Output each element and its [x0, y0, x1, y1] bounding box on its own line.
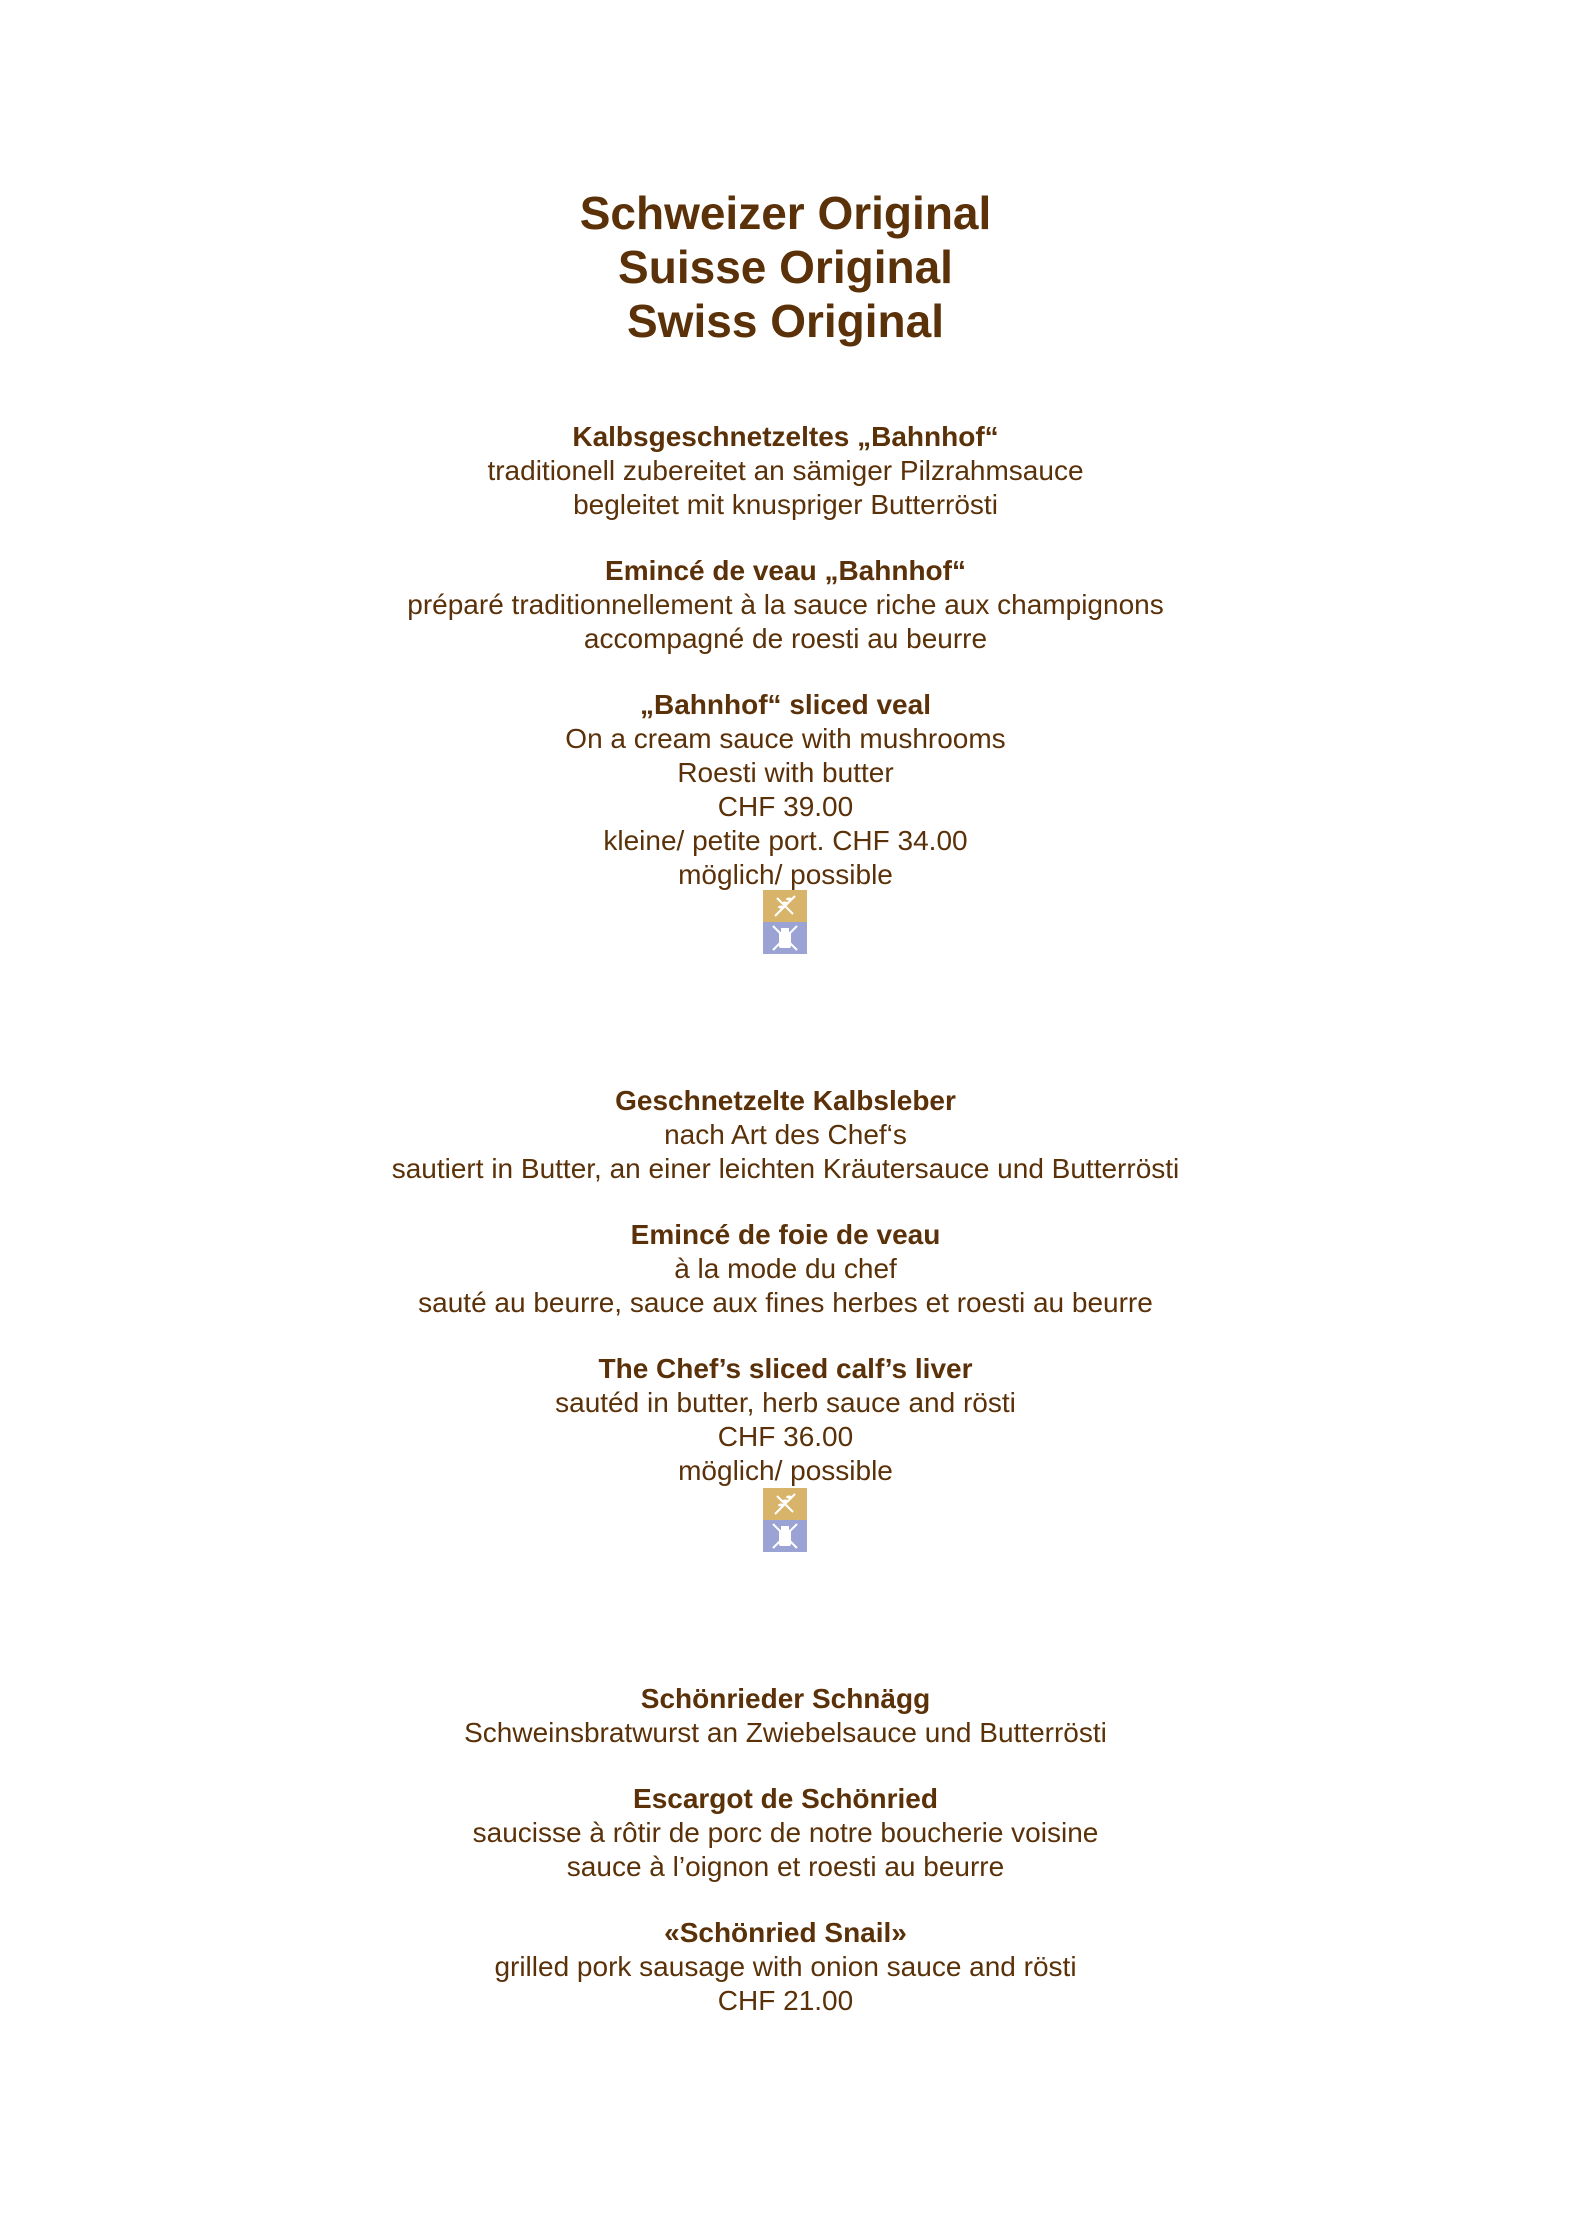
dish-description: sautéd in butter, herb sauce and rösti	[555, 1387, 1016, 1418]
dish-description: sauté au beurre, sauce aux fines herbes et roesti au beurre	[418, 1287, 1153, 1318]
lactose-free-icon	[763, 1520, 807, 1552]
dish-english	[0, 1916, 1571, 2018]
allergen-possible-note: möglich/ possible	[678, 859, 893, 890]
allergen-possible-note: möglich/ possible	[678, 1455, 893, 1486]
dish-description: traditionell zubereitet an sämiger Pilzrahmsauce	[487, 455, 1084, 486]
dish-description: saucisse à rôtir de porc de notre boucherie voisine	[472, 1817, 1099, 1848]
dish-german	[0, 420, 1571, 522]
dish-name: Emincé de veau „Bahnhof“	[605, 555, 966, 586]
title-english: Swiss Original	[627, 295, 944, 347]
wheat-free-icon	[763, 890, 807, 922]
dish-name: Schönrieder Schnägg	[640, 1683, 931, 1714]
title-german: Schweizer Original	[579, 187, 992, 239]
page-title	[0, 186, 1571, 348]
dish-french	[0, 554, 1571, 656]
dish-description: sauce à l’oignon et roesti au beurre	[566, 1851, 1005, 1882]
dish-german	[0, 1084, 1571, 1186]
allergen-badge	[763, 890, 807, 954]
allergen-badge	[763, 1488, 807, 1552]
dish-description: Roesti with butter	[677, 757, 894, 788]
small-portion-price: kleine/ petite port. CHF 34.00	[603, 825, 968, 856]
dish-name: Escargot de Schönried	[633, 1783, 938, 1814]
title-french: Suisse Original	[618, 241, 953, 293]
dish-name: „Bahnhof“ sliced veal	[640, 689, 931, 720]
dish-english	[0, 1352, 1571, 1488]
dish-name: Emincé de foie de veau	[630, 1219, 941, 1250]
dish-price: CHF 36.00	[717, 1421, 854, 1452]
dish-description: accompagné de roesti au beurre	[583, 623, 988, 654]
dish-german	[0, 1682, 1571, 1750]
dish-english	[0, 688, 1571, 892]
dish-description: nach Art des Chef‘s	[664, 1119, 907, 1150]
lactose-free-icon	[763, 922, 807, 954]
dish-name: Kalbsgeschnetzeltes „Bahnhof“	[572, 421, 999, 452]
dish-name: Geschnetzelte Kalbsleber	[615, 1085, 956, 1116]
dish-description: begleitet mit knuspriger Butterrösti	[573, 489, 998, 520]
dish-description: grilled pork sausage with onion sauce and rösti	[494, 1951, 1077, 1982]
dish-name: The Chef’s sliced calf’s liver	[598, 1353, 973, 1384]
dish-description: préparé traditionnellement à la sauce riche aux champignons	[407, 589, 1164, 620]
dish-schoenried-snail	[0, 1682, 1571, 2018]
dish-french	[0, 1218, 1571, 1320]
dish-description: On a cream sauce with mushrooms	[565, 723, 1006, 754]
dish-name: «Schönried Snail»	[664, 1917, 907, 1948]
wheat-free-icon	[763, 1488, 807, 1520]
dish-description: Schweinsbratwurst an Zwiebelsauce und Butterrösti	[464, 1717, 1107, 1748]
dish-calf-liver	[0, 1084, 1571, 1488]
dish-price: CHF 21.00	[717, 1985, 854, 2016]
dish-veal-bahnhof	[0, 420, 1571, 892]
dish-french	[0, 1782, 1571, 1884]
dish-description: sautiert in Butter, an einer leichten Kräutersauce und Butterrösti	[391, 1153, 1180, 1184]
dish-description: à la mode du chef	[674, 1253, 897, 1284]
dish-price: CHF 39.00	[717, 791, 854, 822]
